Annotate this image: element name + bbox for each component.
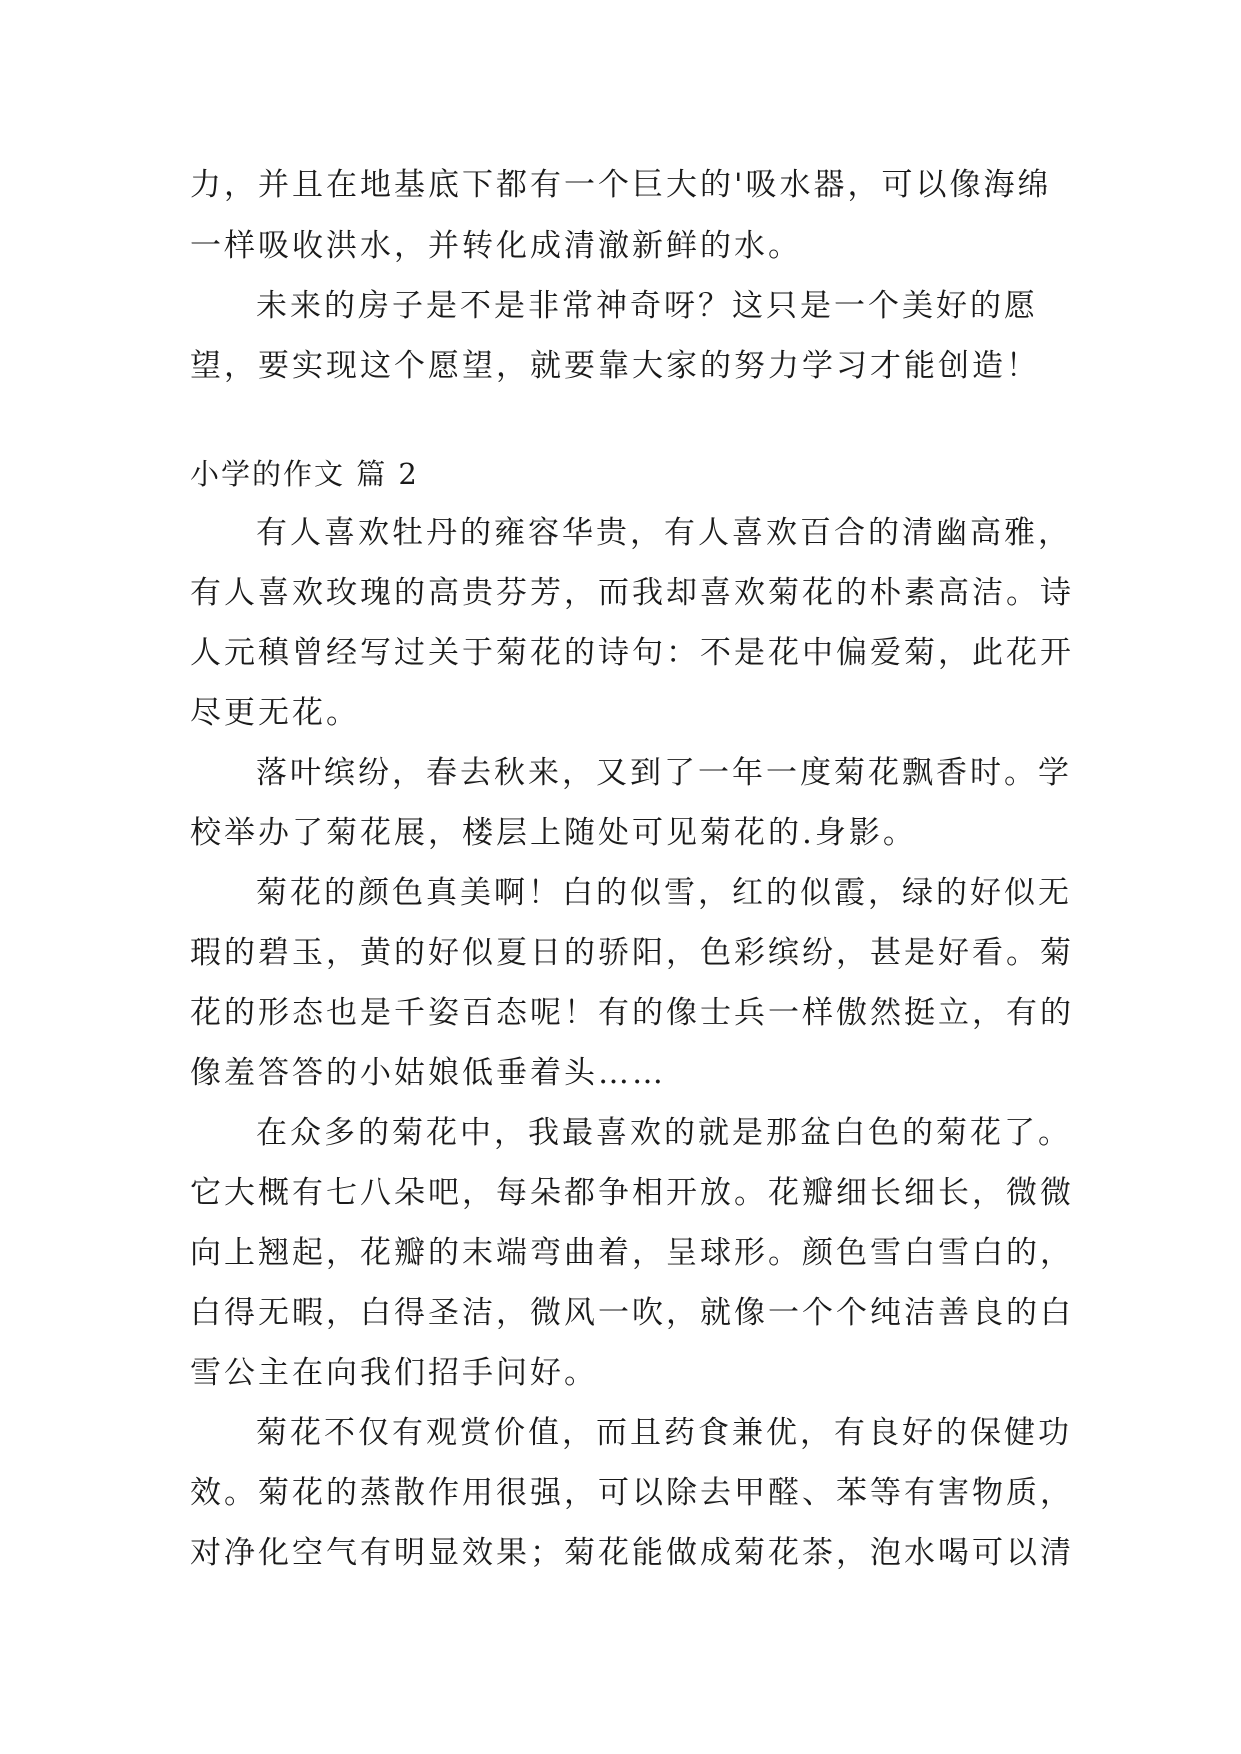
text-line: 望，要实现这个愿望，就要靠大家的努力学习才能创造！ — [190, 348, 1040, 384]
section-heading: 小学的作文 篇 2 — [190, 457, 419, 491]
paragraph-first-line: 菊花的颜色真美啊！白的似雪，红的似霞，绿的好似无 — [256, 875, 1072, 911]
text-line: 瑕的碧玉，黄的好似夏日的骄阳，色彩缤纷，甚是好看。菊 — [190, 935, 1074, 971]
text-line: 有人喜欢玫瑰的高贵芬芳，而我却喜欢菊花的朴素高洁。诗 — [190, 575, 1074, 611]
paragraph-first-line: 在众多的菊花中，我最喜欢的就是那盆白色的菊花了。 — [256, 1115, 1072, 1151]
text-line: 校举办了菊花展，楼层上随处可见菊花的.身影。 — [190, 815, 917, 851]
paragraph-first-line: 未来的房子是不是非常神奇呀？这只是一个美好的愿 — [256, 288, 1038, 324]
text-line: 效。菊花的蒸散作用很强，可以除去甲醛、苯等有害物质， — [190, 1475, 1074, 1511]
text-line: 一样吸收洪水，并转化成清澈新鲜的水。 — [190, 228, 802, 264]
text-line: 力，并且在地基底下都有一个巨大的'吸水器，可以像海绵 — [190, 167, 1052, 203]
text-line: 人元稹曾经写过关于菊花的诗句：不是花中偏爱菊，此花开 — [190, 635, 1074, 671]
paragraph-first-line: 落叶缤纷，春去秋来，又到了一年一度菊花飘香时。学 — [256, 755, 1072, 791]
text-line: 像羞答答的小姑娘低垂着头…… — [190, 1055, 666, 1091]
text-line: 白得无暇，白得圣洁，微风一吹，就像一个个纯洁善良的白 — [190, 1295, 1074, 1331]
paragraph-first-line: 有人喜欢牡丹的雍容华贵，有人喜欢百合的清幽高雅， — [256, 515, 1072, 551]
text-line: 尽更无花。 — [190, 695, 360, 731]
text-line: 它大概有七八朵吧，每朵都争相开放。花瓣细长细长，微微 — [190, 1175, 1074, 1211]
text-line: 雪公主在向我们招手问好。 — [190, 1355, 598, 1391]
paragraph-first-line: 菊花不仅有观赏价值，而且药食兼优，有良好的保健功 — [256, 1415, 1072, 1451]
text-line: 花的形态也是千姿百态呢！有的像士兵一样傲然挺立，有的 — [190, 995, 1074, 1031]
text-line: 对净化空气有明显效果；菊花能做成菊花茶，泡水喝可以清 — [190, 1535, 1074, 1571]
text-line: 向上翘起，花瓣的末端弯曲着，呈球形。颜色雪白雪白的， — [190, 1235, 1074, 1271]
